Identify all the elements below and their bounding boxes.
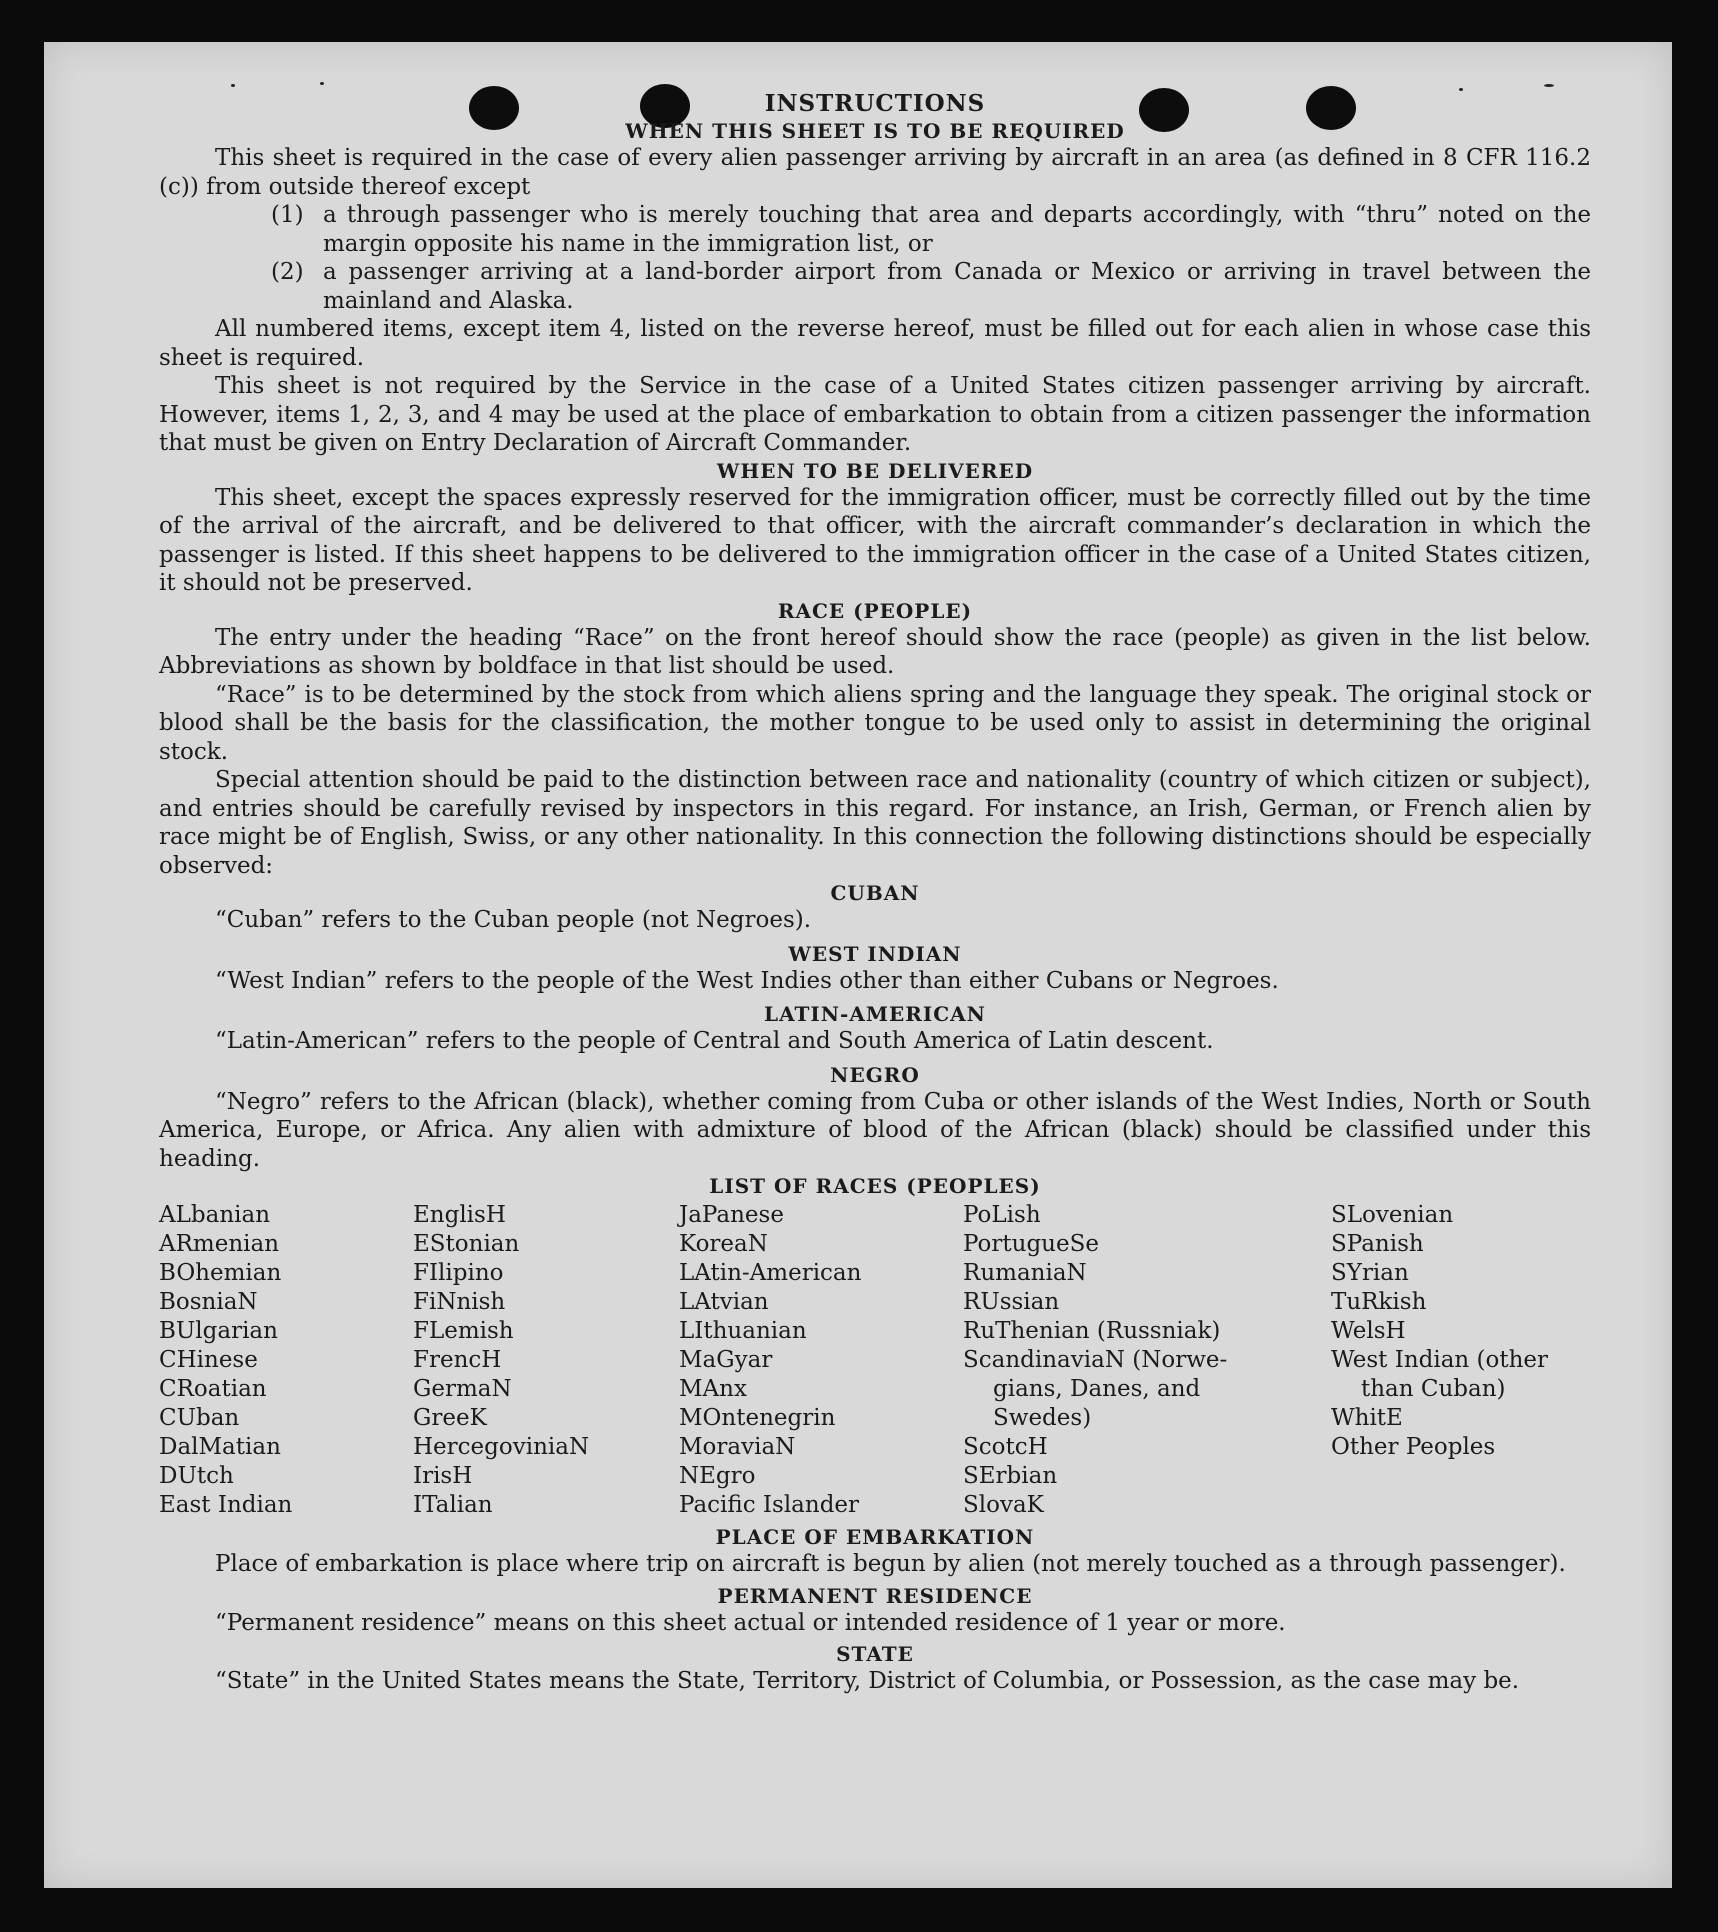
heading-residence: PERMANENT RESIDENCE <box>717 1583 1033 1608</box>
race-entry: CUban <box>159 1405 240 1431</box>
race-entry: LAtvian <box>679 1289 769 1315</box>
race-entry: NEgro <box>679 1463 756 1489</box>
race-entry: BOhemian <box>159 1260 282 1286</box>
exception-number: (1) <box>271 202 304 228</box>
race-entry: ScandinaviaN (Norwe- <box>963 1347 1228 1373</box>
race-entry: RuThenian (Russniak) <box>963 1318 1221 1344</box>
required-paragraph-3: This sheet is not required by the Service in the case of a United States citizen passenger arriving by aircraft. However, items 1, 2, 3, and 4 may be used at the place of embarkation to obtain from a citizen passenger the information that must be given on Entry Declaration of Aircraft Commander. <box>159 373 1591 456</box>
race-entry: KoreaN <box>679 1231 768 1257</box>
race-entry: West Indian (other <box>1331 1347 1549 1373</box>
document-sheet <box>44 42 1672 1888</box>
race-entry: MOntenegrin <box>679 1405 836 1431</box>
page-title: INSTRUCTIONS <box>764 90 986 117</box>
heading-race: RACE (PEOPLE) <box>777 598 973 623</box>
race-paragraph-2: “Race” is to be determined by the stock from which aliens spring and the language they speak. The original stock or blood shall be the basis for the classification, the mother tongue to be used only to assist in determining the original stock. <box>159 681 1591 765</box>
race-entry: FiNnish <box>413 1289 506 1315</box>
negro-definition: “Negro” refers to the African (black), whether coming from Cuba or other islands of the West Indies, North or South America, Europe, or Africa. Any alien with admixture of blood of the African (black) should be classified under this heading. <box>159 1088 1591 1172</box>
race-entry: DalMatian <box>159 1434 281 1460</box>
speck <box>1544 84 1554 87</box>
race-entry: EnglisH <box>413 1202 506 1228</box>
race-entry-continued: than Cuban) <box>1361 1376 1506 1402</box>
race-entry: JaPanese <box>679 1202 784 1228</box>
cuban-definition: “Cuban” refers to the Cuban people (not Negroes). <box>215 907 812 933</box>
race-entry: Pacific Islander <box>679 1492 860 1518</box>
heading-list-of-races: LIST OF RACES (PEOPLES) <box>709 1174 1041 1198</box>
race-entry: ALbanian <box>159 1202 271 1228</box>
heading-required: WHEN THIS SHEET IS TO BE REQUIRED <box>625 119 1125 143</box>
race-entry: RumaniaN <box>963 1260 1087 1286</box>
race-entry: WelsH <box>1331 1318 1406 1344</box>
race-entry: LAtin-American <box>679 1260 862 1286</box>
race-entry: FrencH <box>413 1347 502 1373</box>
speck <box>320 82 324 85</box>
exception-number: (2) <box>271 259 304 285</box>
latin-american-definition: “Latin-American” refers to the people of Central and South America of Latin descent. <box>215 1028 1214 1054</box>
heading-cuban: CUBAN <box>830 881 920 905</box>
race-entry: CRoatian <box>159 1376 267 1402</box>
race-entry: DUtch <box>159 1463 234 1489</box>
race-column <box>963 1201 1331 1520</box>
race-column <box>159 1201 413 1520</box>
state-definition: “State” in the United States means the State, Territory, District of Columbia, or Possession, as the case may be. <box>215 1668 1520 1694</box>
race-entry: TuRkish <box>1331 1289 1427 1315</box>
race-entry: SlovaK <box>963 1492 1044 1518</box>
race-entry: LIthuanian <box>679 1318 807 1344</box>
race-entry: SLovenian <box>1331 1202 1454 1228</box>
exception-item <box>159 201 1591 258</box>
race-entry: SYrian <box>1331 1260 1409 1286</box>
race-entry: SPanish <box>1331 1231 1424 1257</box>
race-entry: MaGyar <box>679 1347 773 1373</box>
race-entry: PoLish <box>963 1202 1041 1228</box>
race-entry: FIlipino <box>413 1260 504 1286</box>
instructions-body <box>159 90 1591 1696</box>
race-entry: GreeK <box>413 1405 487 1431</box>
race-entry-continued: Swedes) <box>993 1405 1092 1431</box>
race-entry: PortugueSe <box>963 1231 1099 1257</box>
race-paragraph-3: Special attention should be paid to the distinction between race and nationality (country of which citizen or subject), and entries should be carefully revised by inspectors in this regard. For instance, an Irish, German, or French alien by race might be of English, Swiss, or any other nationality. In this connection the following distinctions should be especially observed: <box>159 767 1591 879</box>
heading-embarkation: PLACE OF EMBARKATION <box>715 1525 1035 1549</box>
heading-latin-american: LATIN-AMERICAN <box>764 1002 986 1026</box>
race-entry: BUlgarian <box>159 1318 278 1344</box>
race-list <box>159 1201 1591 1520</box>
race-column <box>679 1201 963 1520</box>
exception-item <box>159 258 1591 315</box>
race-entry: FLemish <box>413 1318 514 1344</box>
heading-west-indian: WEST INDIAN <box>788 941 962 966</box>
required-paragraph-2: All numbered items, except item 4, listed on the reverse hereof, must be filled out for each alien in whose case this sheet is required. <box>159 316 1591 371</box>
delivered-paragraph: This sheet, except the spaces expressly reserved for the immigration officer, must be correctly filled out by the time of the arrival of the aircraft, and be delivered to that officer, with the aircraft commander’s declaration in which the passenger is listed. If this sheet happens to be delivered to the immigration officer in the case of a United States citizen, it should not be preserved. <box>159 484 1591 596</box>
race-entry: MoraviaN <box>679 1434 796 1460</box>
heading-delivered: WHEN TO BE DELIVERED <box>716 458 1034 483</box>
race-entry: IrisH <box>413 1463 473 1489</box>
race-entry: East Indian <box>159 1492 293 1518</box>
speck <box>231 84 235 87</box>
race-entry: Other Peoples <box>1331 1434 1496 1460</box>
race-paragraph-1: The entry under the heading “Race” on the front hereof should show the race (people) as given in the list below. Abbreviations as shown by boldface in that list should be used. <box>159 624 1591 679</box>
race-entry: HercegoviniaN <box>413 1434 590 1460</box>
race-entry: ScotcH <box>963 1434 1048 1460</box>
residence-definition: “Permanent residence” means on this sheet actual or intended residence of 1 year or more. <box>215 1609 1286 1636</box>
embarkation-definition: Place of embarkation is place where trip on aircraft is begun by alien (not merely touched as a through passenger). <box>215 1551 1566 1577</box>
race-entry: ITalian <box>413 1492 493 1518</box>
west-indian-definition: “West Indian” refers to the people of the West Indies other than either Cubans or Negroes. <box>215 967 1279 994</box>
race-entry: ARmenian <box>159 1231 280 1257</box>
race-entry: BosniaN <box>159 1289 258 1315</box>
race-entry: SErbian <box>963 1463 1058 1489</box>
race-entry: MAnx <box>679 1376 747 1402</box>
race-column <box>1331 1201 1591 1520</box>
heading-state: STATE <box>836 1642 914 1666</box>
required-intro: This sheet is required in the case of every alien passenger arriving by aircraft in an area (as defined in 8 CFR 116.2 (c)) from outside thereof except <box>159 145 1591 200</box>
race-column <box>413 1201 679 1520</box>
exception-text: a through passenger who is merely touching that area and departs accordingly, with “thru” noted on the margin opposite his name in the immigration list, or <box>323 202 1591 257</box>
heading-negro: NEGRO <box>830 1062 920 1087</box>
race-entry: EStonian <box>413 1231 520 1257</box>
race-entry: CHinese <box>159 1347 258 1373</box>
race-entry: WhitE <box>1331 1405 1403 1431</box>
race-entry: GermaN <box>413 1376 512 1402</box>
race-entry-continued: gians, Danes, and <box>993 1376 1201 1402</box>
exception-text: a passenger arriving at a land-border airport from Canada or Mexico or arriving in travel between the mainland and Alaska. <box>323 259 1591 314</box>
race-entry: RUssian <box>963 1289 1060 1315</box>
